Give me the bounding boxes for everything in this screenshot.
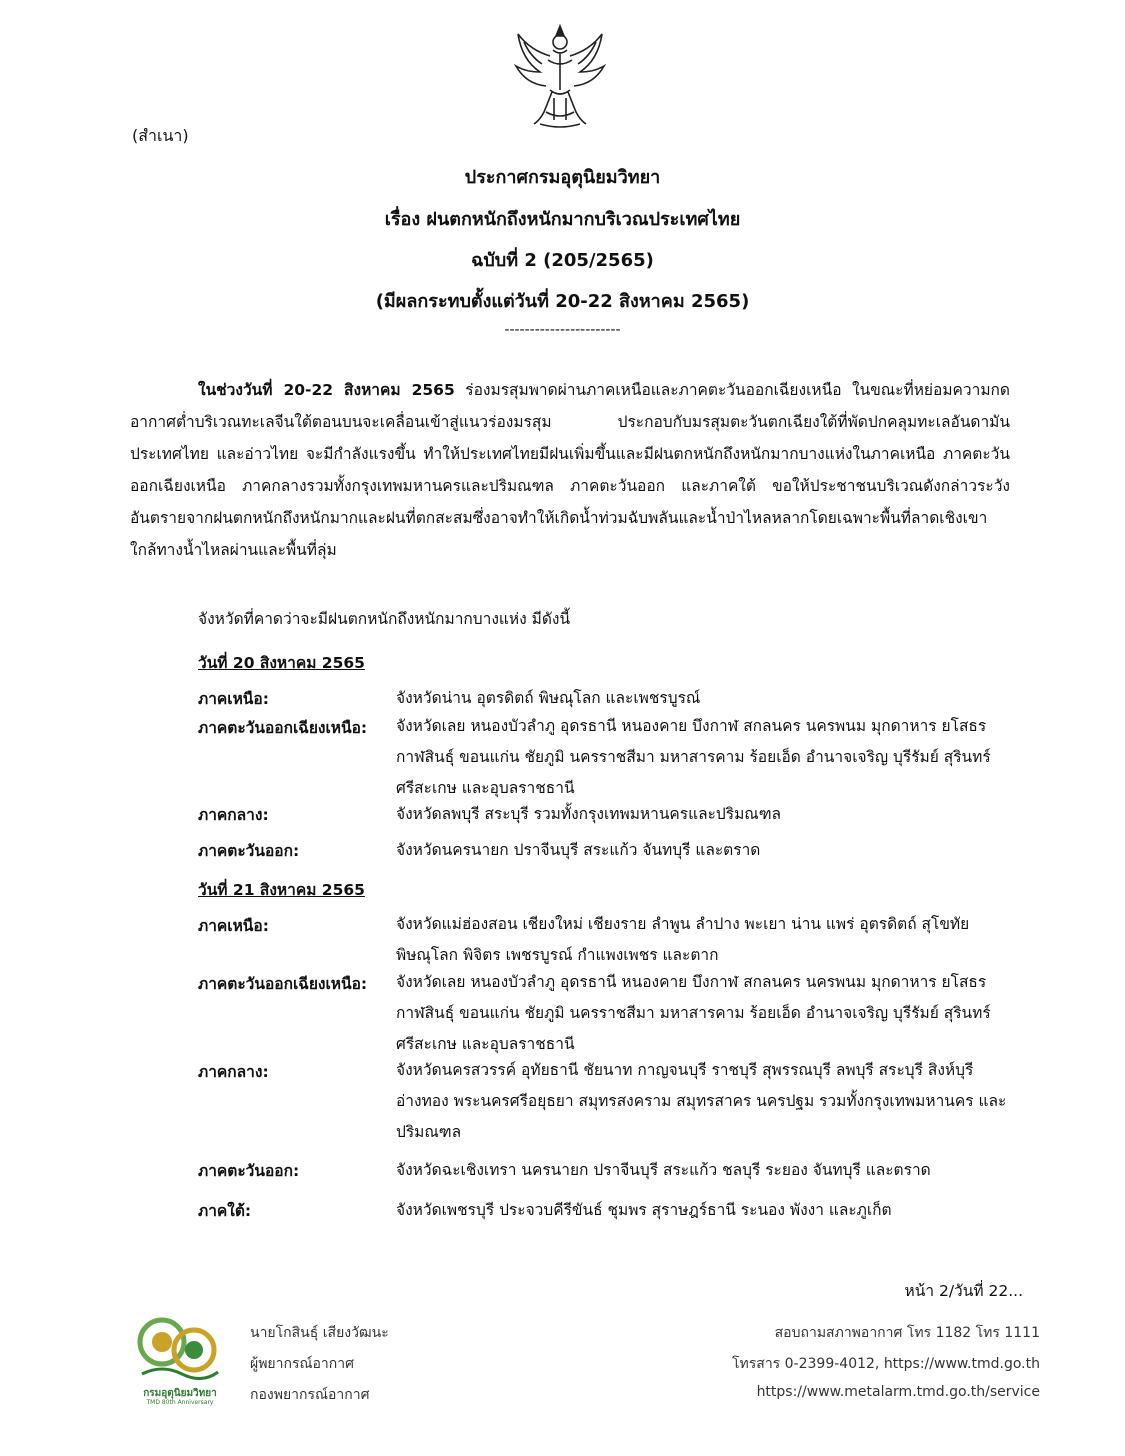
paragraph-text: ร่องมรสุมพาดผ่านภาคเหนือและภาคตะวันออกเฉียงเหนือ ในขณะที่หย่อมความกดอากาศต่ำบริเวณทะเลจีนใต้ตอนบนจะเคลื่อนเข้าสู่แนวร่องมรสุม ประกอบกับมรสุมตะวันตกเฉียงใต้ที่พัดปกคลุมทะเลอันดามัน ประเทศไทย และอ่าวไทย จะมีกำลังแรงขึ้น ทำให้ประเทศไทยมีฝนเพิ่มขึ้นและมีฝนตกหนักถึงหนักมากบางแห่งในภาคเหนือ ภาคตะวันออกเฉียงเหนือ ภาคกลางรวมทั้งกรุงเทพมหานครและปริมณฑล ภาคตะวันออก และภาคใต้ ขอให้ประชาชนบริเวณดังกล่าวระวังอันตรายจากฝนตกหนักถึงหนักมากและฝนที่ตกสะสมซึ่งอาจทำให้เกิดน้ำท่วมฉับพลันและน้ำป่าไหลหลากโดยเฉพาะพื้นที่ลาดเชิงเขาใกล้ทางน้ำไหลผ่านและพื้นที่ลุ่ม — [130, 381, 1010, 559]
contact-fax-web[interactable]: โทรสาร 0-2399-4012, https://www.tmd.go.th — [732, 1356, 1040, 1372]
signatory-role: ผู้พยากรณ์อากาศ — [250, 1356, 354, 1372]
region-label: ภาคเหนือ: — [198, 917, 269, 935]
region-label: ภาคใต้: — [198, 1202, 252, 1220]
region-label: ภาคกลาง: — [198, 806, 269, 824]
region-label: ภาคเหนือ: — [198, 690, 269, 708]
contact-service-link[interactable]: https://www.metalarm.tmd.go.th/service — [756, 1384, 1040, 1400]
region-label: ภาคตะวันออก: — [198, 842, 300, 860]
region-provinces: จังหวัดแม่ฮ่องสอน เชียงใหม่ เชียงราย ลำพูน ลำปาง พะเยา น่าน แพร่ อุตรดิตถ์ สุโขทัย พิษณุโลก พิจิตร เพชรบูรณ์ กำแพงเพชร และตาก — [396, 915, 970, 964]
signatory-division: กองพยากรณ์อากาศ — [250, 1387, 370, 1403]
region-provinces: จังหวัดนครนายก ปราจีนบุรี สระแก้ว จันทบุรี และตราด — [396, 841, 761, 859]
region-label: ภาคตะวันออกเฉียงเหนือ: — [198, 719, 368, 737]
forecast-paragraph — [130, 374, 1010, 566]
next-page-note: หน้า 2/วันที่ 22... — [904, 1282, 1023, 1300]
copy-mark: (สำเนา) — [132, 126, 189, 145]
announcement-title: ประกาศกรมอุตุนิยมวิทยา — [464, 167, 661, 188]
day-heading: วันที่ 20 สิงหาคม 2565 — [198, 654, 365, 672]
paragraph-lead: ในช่วงวันที่ 20-22 สิงหาคม 2565 — [198, 381, 455, 399]
logo-text: กรมอุตุนิยมวิทยา — [143, 1388, 217, 1399]
region-provinces: จังหวัดเลย หนองบัวลำภู อุดรธานี หนองคาย บึงกาฬ สกลนคร นครพนม มุกดาหาร ยโสธร กาฬสินธุ์ ขอนแก่น ชัยภูมิ นครราชสีมา มหาสารคาม ร้อยเอ็ด อำนาจเจริญ บุรีรัมย์ สุรินทร์ ศรีสะเกษ และอุบลราชธานี — [396, 717, 991, 797]
logo-subtext: TMD 80th Anniversary — [146, 1399, 214, 1406]
announcement-subject: เรื่อง ฝนตกหนักถึงหนักมากบริเวณประเทศไทย — [384, 209, 741, 230]
region-provinces: จังหวัดน่าน อุตรดิตถ์ พิษณุโลก และเพชรบูรณ์ — [396, 689, 701, 707]
signatory-name: นายโกสินธุ์ เสียงวัฒนะ — [250, 1325, 389, 1341]
region-provinces: จังหวัดเพชรบุรี ประจวบคีรีขันธ์ ชุมพร สุราษฎร์ธานี ระนอง พังงา และภูเก็ต — [396, 1201, 892, 1219]
province-intro: จังหวัดที่คาดว่าจะมีฝนตกหนักถึงหนักมากบางแห่ง มีดังนี้ — [198, 610, 571, 628]
region-provinces: จังหวัดเลย หนองบัวลำภู อุดรธานี หนองคาย บึงกาฬ สกลนคร นครพนม มุกดาหาร ยโสธร กาฬสินธุ์ ขอนแก่น ชัยภูมิ นครราชสีมา มหาสารคาม ร้อยเอ็ด อำนาจเจริญ บุรีรัมย์ สุรินทร์ ศรีสะเกษ และอุบลราชธานี — [396, 973, 991, 1053]
region-label: ภาคตะวันออกเฉียงเหนือ: — [198, 975, 368, 993]
region-provinces: จังหวัดลพบุรี สระบุรี รวมทั้งกรุงเทพมหานครและปริมณฑล — [396, 805, 782, 823]
divider: ----------------------- — [504, 322, 621, 338]
effective-dates: (มีผลกระทบตั้งแต่วันที่ 20-22 สิงหาคม 2565) — [375, 291, 750, 312]
announcement-issue: ฉบับที่ 2 (205/2565) — [471, 250, 654, 271]
day-heading: วันที่ 21 สิงหาคม 2565 — [198, 881, 365, 899]
garuda-emblem-icon — [510, 20, 610, 132]
region-provinces: จังหวัดฉะเชิงเทรา นครนายก ปราจีนบุรี สระแก้ว ชลบุรี ระยอง จันทบุรี และตราด — [396, 1161, 931, 1179]
region-label: ภาคกลาง: — [198, 1063, 269, 1081]
region-provinces: จังหวัดนครสวรรค์ อุทัยธานี ชัยนาท กาญจนบุรี ราชบุรี สุพรรณบุรี ลพบุรี สระบุรี สิงห์บุรี อ่างทอง พระนครศรีอยุธยา สมุทรสงคราม สมุทรสาคร นครปฐม รวมทั้งกรุงเทพมหานคร และปริมณฑล — [396, 1061, 1007, 1141]
region-label: ภาคตะวันออก: — [198, 1162, 300, 1180]
contact-phone: สอบถามสภาพอากาศ โทร 1182 โทร 1111 — [774, 1325, 1040, 1341]
